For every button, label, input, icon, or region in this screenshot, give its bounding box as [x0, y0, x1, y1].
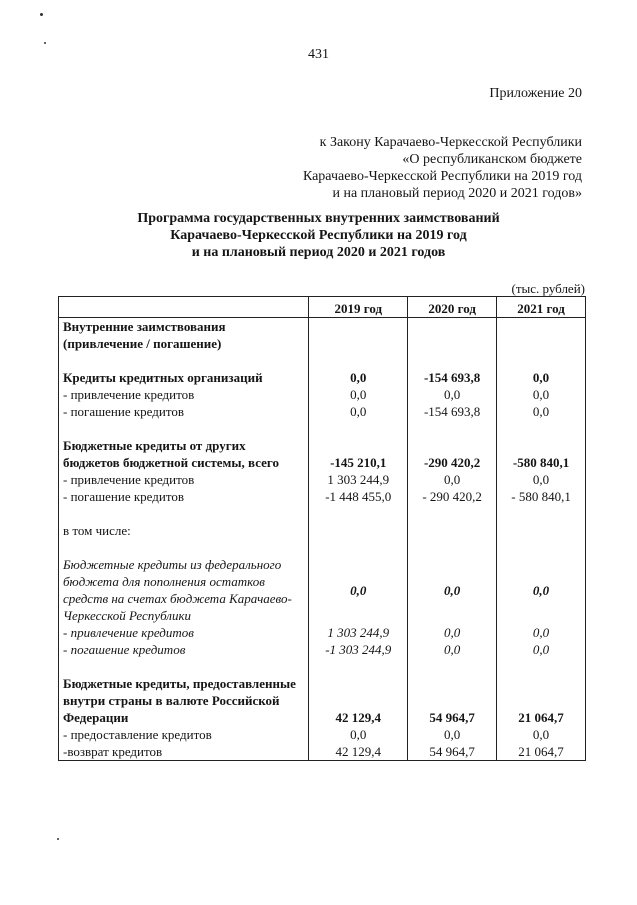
- value-2019: 42 129,4: [309, 743, 408, 761]
- appendix-line: Карачаево-Черкесской Республики на 2019 год: [302, 169, 582, 184]
- value-2021: 0,0: [497, 471, 586, 488]
- header-label: [59, 297, 309, 318]
- table-row: [59, 318, 586, 353]
- value-2020: 54 964,7: [408, 675, 497, 726]
- value-2019: -1 448 455,0: [309, 488, 408, 505]
- scan-speck: [40, 13, 43, 16]
- value-2020: [408, 352, 497, 369]
- value-2020: -154 693,8: [408, 369, 497, 386]
- row-label: - предоставление кредитов: [59, 726, 309, 743]
- value-2021: 0,0: [497, 641, 586, 658]
- header-2021: 2021 год: [497, 297, 586, 318]
- value-2020: [408, 658, 497, 675]
- appendix-label: Приложение 20: [489, 86, 582, 101]
- value-2020: 0,0: [408, 641, 497, 658]
- value-2019: [309, 505, 408, 522]
- table-row: [59, 386, 586, 403]
- table-row: [59, 437, 586, 471]
- table-row: [59, 675, 586, 726]
- row-label: - погашение кредитов: [59, 488, 309, 505]
- table-row: [59, 369, 586, 386]
- appendix-line: «О республиканском бюджете: [402, 152, 582, 167]
- value-2019: 0,0: [309, 726, 408, 743]
- title-line: и на плановый период 2020 и 2021 годов: [191, 245, 446, 260]
- value-2021: [497, 420, 586, 437]
- row-label: в том числе:: [59, 522, 309, 539]
- table-header-row: [59, 297, 586, 318]
- value-2020: 0,0: [408, 726, 497, 743]
- value-2021: [497, 352, 586, 369]
- row-label: - привлечение кредитов: [59, 386, 309, 403]
- value-2019: 1 303 244,9: [309, 471, 408, 488]
- value-2021: 0,0: [497, 403, 586, 420]
- table-row: [59, 403, 586, 420]
- value-2019: 0,0: [309, 369, 408, 386]
- value-2019: 0,0: [309, 403, 408, 420]
- value-2021: [497, 505, 586, 522]
- value-2021: 0,0: [497, 624, 586, 641]
- table-row: [59, 624, 586, 641]
- table-row: [59, 522, 586, 539]
- row-label: - привлечение кредитов: [59, 624, 309, 641]
- value-2020: [408, 539, 497, 556]
- value-2019: [309, 352, 408, 369]
- value-2020: [408, 318, 497, 353]
- units-note: (тыс. рублей): [511, 281, 585, 296]
- row-label: [59, 539, 309, 556]
- row-label: [59, 420, 309, 437]
- value-2021: [497, 522, 586, 539]
- value-2020: 0,0: [408, 556, 497, 624]
- document-title: [0, 210, 637, 261]
- value-2020: 0,0: [408, 471, 497, 488]
- value-2020: 0,0: [408, 386, 497, 403]
- value-2020: [408, 420, 497, 437]
- value-2021: 0,0: [497, 369, 586, 386]
- value-2019: 1 303 244,9: [309, 624, 408, 641]
- row-label: - погашение кредитов: [59, 403, 309, 420]
- value-2019: -1 303 244,9: [309, 641, 408, 658]
- table-row: [59, 556, 586, 624]
- value-2019: 0,0: [309, 556, 408, 624]
- appendix-line: и на плановый период 2020 и 2021 годов»: [332, 186, 582, 201]
- table-body: [59, 318, 586, 761]
- table-row: [59, 488, 586, 505]
- title-line: Программа государственных внутренних заимствований: [137, 211, 500, 226]
- table-row: [59, 743, 586, 761]
- row-label: [59, 352, 309, 369]
- value-2019: [309, 318, 408, 353]
- row-label: [59, 505, 309, 522]
- page-number: 431: [308, 47, 329, 62]
- value-2019: [309, 658, 408, 675]
- value-2020: -290 420,2: [408, 437, 497, 471]
- value-2020: 0,0: [408, 624, 497, 641]
- table-row: [59, 641, 586, 658]
- row-label: [59, 658, 309, 675]
- row-label: Бюджетные кредиты из федерального бюджета для пополнения остатков средств на счетах бюджета Карачаево-Черкесской Республики: [59, 556, 309, 624]
- header-2019: 2019 год: [309, 297, 408, 318]
- row-label: Кредиты кредитных организаций: [59, 369, 309, 386]
- header-2020: 2020 год: [408, 297, 497, 318]
- value-2021: [497, 658, 586, 675]
- appendix-line: к Закону Карачаево-Черкесской Республики: [319, 135, 582, 150]
- table-spacer-row: [59, 352, 586, 369]
- appendix-block: [303, 85, 582, 202]
- value-2020: -154 693,8: [408, 403, 497, 420]
- value-2019: [309, 420, 408, 437]
- value-2021: - 580 840,1: [497, 488, 586, 505]
- table-row: [59, 471, 586, 488]
- value-2020: 54 964,7: [408, 743, 497, 761]
- row-label: -возврат кредитов: [59, 743, 309, 761]
- scan-speck: [44, 42, 46, 44]
- value-2021: 21 064,7: [497, 675, 586, 726]
- borrowings-table: [58, 296, 586, 761]
- value-2019: [309, 522, 408, 539]
- row-label: Бюджетные кредиты, предоставленные внутри страны в валюте Российской Федерации: [59, 675, 309, 726]
- row-label: - привлечение кредитов: [59, 471, 309, 488]
- value-2021: [497, 539, 586, 556]
- table-spacer-row: [59, 505, 586, 522]
- value-2021: 21 064,7: [497, 743, 586, 761]
- value-2021: [497, 318, 586, 353]
- value-2021: -580 840,1: [497, 437, 586, 471]
- title-line: Карачаево-Черкесской Республики на 2019 год: [170, 228, 467, 243]
- scan-speck: [57, 838, 59, 840]
- row-label: Внутренние заимствования (привлечение / погашение): [59, 318, 309, 353]
- value-2021: 0,0: [497, 556, 586, 624]
- table-spacer-row: [59, 539, 586, 556]
- table-spacer-row: [59, 420, 586, 437]
- value-2019: [309, 539, 408, 556]
- value-2020: [408, 522, 497, 539]
- row-label: - погашение кредитов: [59, 641, 309, 658]
- row-label: Бюджетные кредиты от других бюджетов бюджетной системы, всего: [59, 437, 309, 471]
- value-2020: - 290 420,2: [408, 488, 497, 505]
- table-row: [59, 726, 586, 743]
- value-2021: 0,0: [497, 386, 586, 403]
- value-2021: 0,0: [497, 726, 586, 743]
- value-2019: -145 210,1: [309, 437, 408, 471]
- value-2020: [408, 505, 497, 522]
- table-spacer-row: [59, 658, 586, 675]
- value-2019: 0,0: [309, 386, 408, 403]
- value-2019: 42 129,4: [309, 675, 408, 726]
